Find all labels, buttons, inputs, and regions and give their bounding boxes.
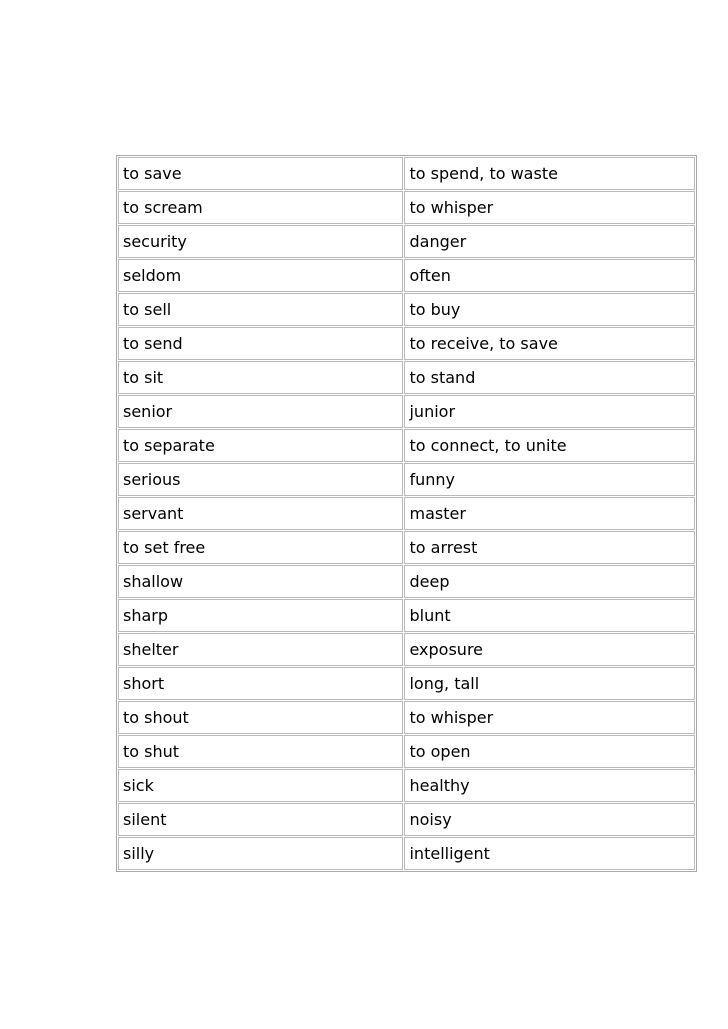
table-row [118, 803, 695, 836]
table-row [118, 361, 695, 394]
opposite-cell: junior [404, 395, 695, 428]
opposite-cell: intelligent [404, 837, 695, 870]
word-cell: security [118, 225, 403, 258]
table-row [118, 701, 695, 734]
word-cell: servant [118, 497, 403, 530]
table-row [118, 531, 695, 564]
opposite-cell: to buy [404, 293, 695, 326]
table-row [118, 429, 695, 462]
opposite-cell: to arrest [404, 531, 695, 564]
table-row [118, 769, 695, 802]
table-row [118, 395, 695, 428]
word-cell: to send [118, 327, 403, 360]
table-row [118, 565, 695, 598]
opposite-cell: blunt [404, 599, 695, 632]
word-cell: serious [118, 463, 403, 496]
word-cell: sharp [118, 599, 403, 632]
opposite-cell: to open [404, 735, 695, 768]
word-cell: to shout [118, 701, 403, 734]
opposite-cell: master [404, 497, 695, 530]
word-cell: sick [118, 769, 403, 802]
word-cell: seldom [118, 259, 403, 292]
opposite-cell: danger [404, 225, 695, 258]
opposite-cell: to spend, to waste [404, 157, 695, 190]
opposite-cell: deep [404, 565, 695, 598]
word-cell: to scream [118, 191, 403, 224]
word-cell: shelter [118, 633, 403, 666]
word-cell: to separate [118, 429, 403, 462]
opposite-cell: to receive, to save [404, 327, 695, 360]
word-cell: to save [118, 157, 403, 190]
table-row [118, 259, 695, 292]
table-row [118, 225, 695, 258]
table-row [118, 837, 695, 870]
table-row [118, 293, 695, 326]
opposite-cell: to stand [404, 361, 695, 394]
word-cell: senior [118, 395, 403, 428]
word-cell: silent [118, 803, 403, 836]
table-row [118, 191, 695, 224]
word-cell: silly [118, 837, 403, 870]
table-body [118, 157, 695, 870]
word-cell: to sit [118, 361, 403, 394]
word-cell: shallow [118, 565, 403, 598]
word-cell: to shut [118, 735, 403, 768]
opposite-cell: noisy [404, 803, 695, 836]
opposite-cell: funny [404, 463, 695, 496]
opposite-cell: to connect, to unite [404, 429, 695, 462]
table-row [118, 157, 695, 190]
opposite-cell: to whisper [404, 191, 695, 224]
antonyms-table [116, 155, 697, 872]
word-cell: to sell [118, 293, 403, 326]
word-cell: to set free [118, 531, 403, 564]
opposite-cell: long, tall [404, 667, 695, 700]
opposite-cell: to whisper [404, 701, 695, 734]
table-row [118, 327, 695, 360]
table-row [118, 667, 695, 700]
table-row [118, 463, 695, 496]
word-cell: short [118, 667, 403, 700]
opposite-cell: often [404, 259, 695, 292]
table-row [118, 735, 695, 768]
opposite-cell: exposure [404, 633, 695, 666]
table-row [118, 633, 695, 666]
opposite-cell: healthy [404, 769, 695, 802]
table-row [118, 497, 695, 530]
table-row [118, 599, 695, 632]
